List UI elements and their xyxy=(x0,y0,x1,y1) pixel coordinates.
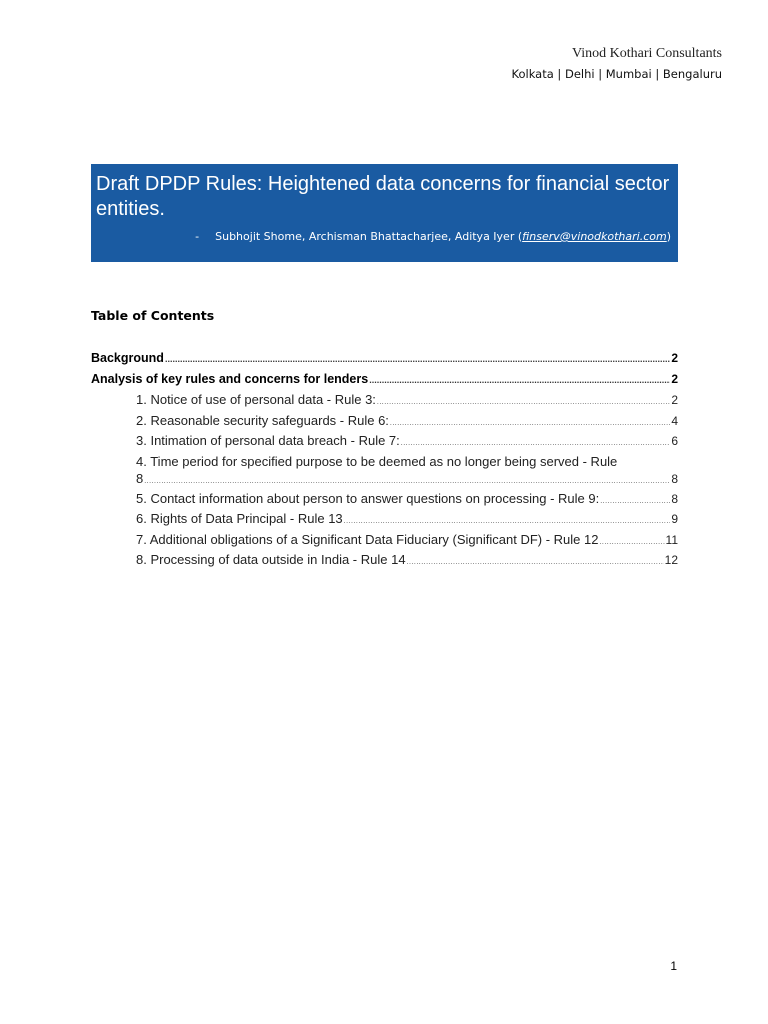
toc-leader-dots xyxy=(407,559,664,566)
authors-names: Subhojit Shome, Archisman Bhattacharjee, Aditya Iyer ( xyxy=(215,230,523,243)
toc-entry-analysis[interactable] xyxy=(91,372,678,393)
toc-entry-page: 8 xyxy=(671,491,678,506)
toc-subentry-rule-8[interactable] xyxy=(91,454,678,491)
toc-entry-label: 4. Time period for specified purpose to be deemed as no longer being served - Rule xyxy=(136,453,618,469)
toc-entry-page: 9 xyxy=(671,512,678,526)
toc-entry-label: Analysis of key rules and concerns for lenders xyxy=(91,371,369,386)
toc-leader-dots xyxy=(600,498,670,505)
toc-leader-dots xyxy=(390,420,670,427)
toc-entry-page: 2 xyxy=(671,351,678,365)
toc-entry-page: 11 xyxy=(665,532,678,547)
title-banner xyxy=(91,164,678,262)
toc-entry-page: 8 xyxy=(671,471,678,486)
toc-leader-dots xyxy=(369,375,670,385)
toc-leader-dots xyxy=(401,440,671,447)
toc-entry-label: 6. Rights of Data Principal - Rule 13 xyxy=(136,511,343,526)
toc-entry-label: 7. Additional obligations of a Significant Data Fiduciary (Significant DF) - Rule 12 xyxy=(136,531,599,547)
toc-entry-label: 2. Reasonable security safeguards - Rule 6: xyxy=(136,412,389,428)
page-number: 1 xyxy=(670,959,677,973)
toc-entry-label: 5. Contact information about person to answer questions on processing - Rule 9: xyxy=(136,490,600,506)
toc-leader-dots xyxy=(344,518,671,525)
firm-cities: Kolkata | Delhi | Mumbai | Bengaluru xyxy=(511,67,722,81)
toc-subentry-rule-3[interactable] xyxy=(91,392,678,413)
toc-entry-label-continued: 8 xyxy=(136,470,144,486)
email-link[interactable]: finserv@vinodkothari.com xyxy=(522,230,667,243)
authors-line xyxy=(195,230,671,243)
toc-entry-label: 3. Intimation of personal data breach - Rule 7: xyxy=(136,433,400,448)
toc-subentry-rule-7[interactable] xyxy=(91,433,678,454)
document-title: Draft DPDP Rules: Heightened data concerns for financial sector entities. xyxy=(96,173,670,220)
toc-subentry-rule-14[interactable] xyxy=(91,552,678,573)
toc-subentry-rule-12[interactable] xyxy=(91,532,678,553)
toc-entry-label: 8. Processing of data outside in India - Rule 14 xyxy=(136,552,406,567)
toc-heading: Table of Contents xyxy=(91,308,215,323)
toc-entry-page: 4 xyxy=(671,413,678,428)
toc-subentry-rule-9[interactable] xyxy=(91,491,678,512)
toc-leader-dots xyxy=(377,399,670,406)
table-of-contents xyxy=(91,351,678,573)
toc-entry-label: 1. Notice of use of personal data - Rule 3: xyxy=(136,392,376,407)
toc-entry-label: Background xyxy=(91,351,164,365)
authors-closing: ) xyxy=(666,230,671,243)
toc-entry-page: 2 xyxy=(671,371,678,386)
toc-entry-background[interactable] xyxy=(91,351,678,372)
authors-dash: - xyxy=(195,230,200,243)
toc-entry-page: 2 xyxy=(671,393,678,407)
firm-name: Vinod Kothari Consultants xyxy=(571,46,722,61)
toc-leader-dots xyxy=(599,539,664,546)
toc-entry-page: 6 xyxy=(671,434,678,448)
toc-leader-dots xyxy=(165,354,670,364)
toc-subentry-rule-6[interactable] xyxy=(91,413,678,434)
toc-leader-dots xyxy=(144,478,670,485)
toc-entry-continuation xyxy=(136,471,678,491)
toc-entry-page: 12 xyxy=(664,553,678,567)
toc-subentry-rule-13[interactable] xyxy=(91,511,678,532)
